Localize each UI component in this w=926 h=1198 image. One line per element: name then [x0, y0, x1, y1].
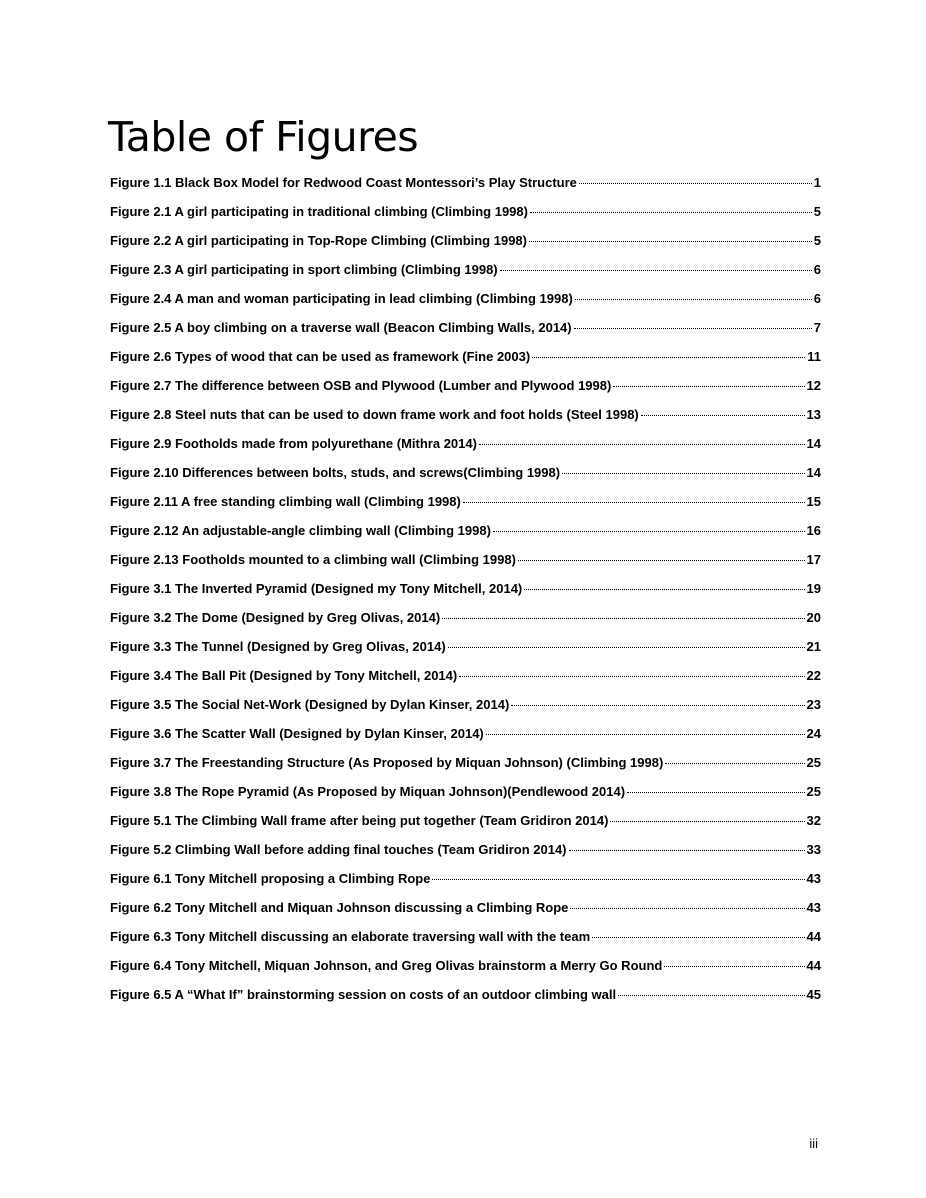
dot-leader: [479, 444, 805, 445]
dot-leader: [493, 531, 805, 532]
toc-entry[interactable]: [110, 545, 821, 574]
dot-leader: [574, 328, 812, 329]
dot-leader: [627, 792, 805, 793]
toc-entry-page-number: 7: [813, 320, 821, 335]
page-number: iii: [809, 1136, 818, 1151]
dot-leader: [569, 850, 805, 851]
toc-entry[interactable]: [110, 400, 821, 429]
dot-leader: [613, 386, 804, 387]
toc-entry-label: Figure 5.1 The Climbing Wall frame after being put together (Team Gridiron 2014): [110, 813, 609, 828]
dot-leader: [575, 299, 812, 300]
toc-entry-page-number: 32: [806, 813, 821, 828]
toc-entry-label: Figure 2.12 An adjustable-angle climbing wall (Climbing 1998): [110, 523, 491, 538]
dot-leader: [562, 473, 804, 474]
toc-entry-page-number: 16: [806, 523, 821, 538]
toc-entry[interactable]: [110, 255, 821, 284]
toc-entry[interactable]: [110, 197, 821, 226]
dot-leader: [530, 212, 812, 213]
toc-entry[interactable]: [110, 603, 821, 632]
toc-entry-label: Figure 2.6 Types of wood that can be used as framework (Fine 2003): [110, 349, 531, 364]
toc-entry-page-number: 22: [806, 668, 821, 683]
toc-entry-page-number: 33: [806, 842, 821, 857]
toc-entry-page-number: 25: [806, 784, 821, 799]
toc-entry-page-number: 17: [806, 552, 821, 567]
dot-leader: [592, 937, 804, 938]
toc-entry-page-number: 23: [806, 697, 821, 712]
dot-leader: [664, 966, 804, 967]
toc-entry[interactable]: [110, 661, 821, 690]
toc-entry-page-number: 5: [813, 204, 821, 219]
dot-leader: [511, 705, 804, 706]
dot-leader: [665, 763, 804, 764]
toc-entry[interactable]: [110, 922, 821, 951]
dot-leader: [610, 821, 804, 822]
dot-leader: [459, 676, 804, 677]
toc-entry-label: Figure 3.7 The Freestanding Structure (As Proposed by Miquan Johnson) (Climbing 1998): [110, 755, 664, 770]
dot-leader: [448, 647, 805, 648]
toc-entry-page-number: 19: [806, 581, 821, 596]
dot-leader: [532, 357, 805, 358]
toc-entry[interactable]: [110, 748, 821, 777]
toc-entry-page-number: 11: [807, 349, 821, 364]
toc-entry-page-number: 44: [806, 958, 821, 973]
dot-leader: [524, 589, 804, 590]
toc-entry-label: Figure 3.2 The Dome (Designed by Greg Olivas, 2014): [110, 610, 441, 625]
toc-entry[interactable]: [110, 516, 821, 545]
toc-entry[interactable]: [110, 777, 821, 806]
toc-entry-label: Figure 2.8 Steel nuts that can be used to down frame work and foot holds (Steel 1998): [110, 407, 639, 422]
toc-entry-label: Figure 2.1 A girl participating in traditional climbing (Climbing 1998): [110, 204, 528, 219]
toc-entry[interactable]: [110, 980, 821, 1009]
toc-entry[interactable]: [110, 168, 821, 197]
table-of-figures-list: [110, 168, 821, 1009]
toc-entry-page-number: 5: [813, 233, 821, 248]
dot-leader: [529, 241, 812, 242]
toc-entry-label: Figure 5.2 Climbing Wall before adding final touches (Team Gridiron 2014): [110, 842, 567, 857]
toc-entry-page-number: 43: [806, 871, 821, 886]
toc-entry-page-number: 6: [813, 291, 821, 306]
page-title: Table of Figures: [108, 113, 419, 161]
dot-leader: [570, 908, 804, 909]
toc-entry-page-number: 6: [813, 262, 821, 277]
toc-entry-page-number: 20: [806, 610, 821, 625]
dot-leader: [432, 879, 804, 880]
dot-leader: [518, 560, 805, 561]
toc-entry-page-number: 14: [806, 436, 821, 451]
toc-entry-label: Figure 3.6 The Scatter Wall (Designed by Dylan Kinser, 2014): [110, 726, 484, 741]
toc-entry-page-number: 45: [806, 987, 821, 1002]
toc-entry-label: Figure 6.3 Tony Mitchell discussing an elaborate traversing wall with the team: [110, 929, 591, 944]
toc-entry[interactable]: [110, 284, 821, 313]
toc-entry-page-number: 43: [806, 900, 821, 915]
toc-entry[interactable]: [110, 806, 821, 835]
toc-entry[interactable]: [110, 342, 821, 371]
dot-leader: [579, 183, 812, 184]
toc-entry-label: Figure 6.4 Tony Mitchell, Miquan Johnson, and Greg Olivas brainstorm a Merry Go Round: [110, 958, 663, 973]
toc-entry-page-number: 25: [806, 755, 821, 770]
dot-leader: [486, 734, 805, 735]
toc-entry-label: Figure 2.4 A man and woman participating in lead climbing (Climbing 1998): [110, 291, 573, 306]
toc-entry-label: Figure 2.13 Footholds mounted to a climbing wall (Climbing 1998): [110, 552, 516, 567]
toc-entry[interactable]: [110, 313, 821, 342]
toc-entry[interactable]: [110, 835, 821, 864]
toc-entry[interactable]: [110, 632, 821, 661]
toc-entry-label: Figure 2.5 A boy climbing on a traverse wall (Beacon Climbing Walls, 2014): [110, 320, 572, 335]
toc-entry-label: Figure 3.3 The Tunnel (Designed by Greg Olivas, 2014): [110, 639, 446, 654]
toc-entry[interactable]: [110, 458, 821, 487]
toc-entry-label: Figure 6.2 Tony Mitchell and Miquan Johnson discussing a Climbing Rope: [110, 900, 569, 915]
toc-entry-page-number: 1: [813, 175, 821, 190]
toc-entry[interactable]: [110, 429, 821, 458]
dot-leader: [500, 270, 812, 271]
toc-entry-label: Figure 6.1 Tony Mitchell proposing a Climbing Rope: [110, 871, 431, 886]
toc-entry[interactable]: [110, 893, 821, 922]
toc-entry-label: Figure 3.1 The Inverted Pyramid (Designed my Tony Mitchell, 2014): [110, 581, 523, 596]
dot-leader: [641, 415, 805, 416]
toc-entry-label: Figure 1.1 Black Box Model for Redwood Coast Montessori’s Play Structure: [110, 175, 577, 190]
toc-entry[interactable]: [110, 574, 821, 603]
toc-entry-page-number: 12: [806, 378, 821, 393]
toc-entry-page-number: 24: [806, 726, 821, 741]
toc-entry[interactable]: [110, 690, 821, 719]
toc-entry[interactable]: [110, 226, 821, 255]
toc-entry-label: Figure 3.4 The Ball Pit (Designed by Tony Mitchell, 2014): [110, 668, 458, 683]
toc-entry-label: Figure 2.10 Differences between bolts, studs, and screws(Climbing 1998): [110, 465, 561, 480]
toc-entry-label: Figure 3.8 The Rope Pyramid (As Proposed by Miquan Johnson)(Pendlewood 2014): [110, 784, 626, 799]
toc-entry-label: Figure 2.3 A girl participating in sport climbing (Climbing 1998): [110, 262, 498, 277]
toc-entry-page-number: 13: [806, 407, 821, 422]
toc-entry-page-number: 14: [806, 465, 821, 480]
toc-entry[interactable]: [110, 719, 821, 748]
toc-entry-label: Figure 6.5 A “What If” brainstorming session on costs of an outdoor climbing wall: [110, 987, 617, 1002]
toc-entry-label: Figure 3.5 The Social Net-Work (Designed by Dylan Kinser, 2014): [110, 697, 510, 712]
toc-entry[interactable]: [110, 951, 821, 980]
dot-leader: [463, 502, 805, 503]
toc-entry-label: Figure 2.2 A girl participating in Top-Rope Climbing (Climbing 1998): [110, 233, 527, 248]
toc-entry[interactable]: [110, 487, 821, 516]
toc-entry-page-number: 15: [806, 494, 821, 509]
toc-entry-label: Figure 2.9 Footholds made from polyurethane (Mithra 2014): [110, 436, 477, 451]
toc-entry[interactable]: [110, 371, 821, 400]
toc-entry[interactable]: [110, 864, 821, 893]
toc-entry-label: Figure 2.7 The difference between OSB and Plywood (Lumber and Plywood 1998): [110, 378, 612, 393]
toc-entry-page-number: 21: [806, 639, 821, 654]
dot-leader: [442, 618, 804, 619]
toc-entry-label: Figure 2.11 A free standing climbing wall (Climbing 1998): [110, 494, 461, 509]
dot-leader: [618, 995, 804, 996]
toc-entry-page-number: 44: [806, 929, 821, 944]
